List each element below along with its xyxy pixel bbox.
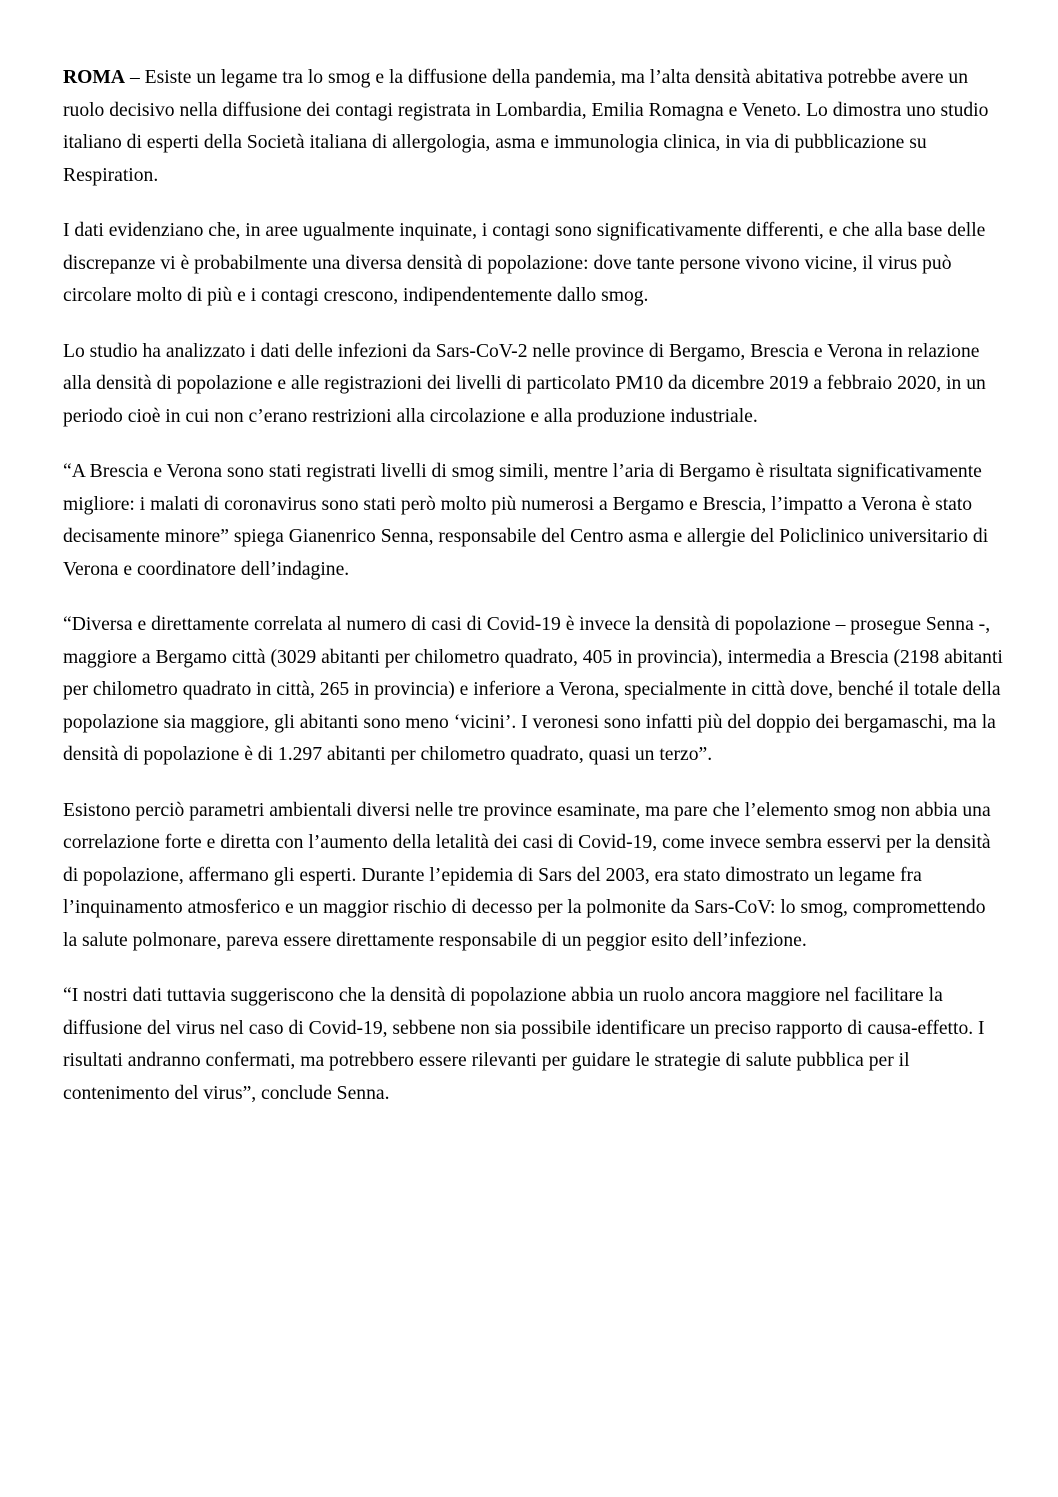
article-body xyxy=(63,62,1003,1133)
paragraph: “I nostri dati tuttavia suggeriscono che la densità di popolazione abbia un ruolo ancora maggiore nel facilitare la diffusione del virus nel caso di Covid-19, sebbene non sia possibile identificare un preciso rapporto di causa-effetto. I risultati andranno confermati, ma potrebbero essere rilevanti per guidare le strategie di salute pubblica per il contenimento del virus”, conclude Senna. xyxy=(63,985,985,1104)
paragraph: “Diversa e direttamente correlata al numero di casi di Covid-19 è invece la densità di popolazione – prosegue Senna -, maggiore a Bergamo città (3029 abitanti per chilometro quadrato, 405 in provincia), intermedia a Brescia (2198 abitanti per chilometro quadrato in città, 265 in provincia) e inferiore a Verona, specialmente in città dove, benché il totale della popolazione sia maggiore, gli abitanti sono meno ‘vicini’. I veronesi sono infatti più del doppio dei bergamaschi, ma la densità di popolazione è di 1.297 abitanti per chilometro quadrato, quasi un terzo”. xyxy=(63,614,1003,765)
paragraph: I dati evidenziano che, in aree ugualmente inquinate, i contagi sono significativamente differenti, e che alla base delle discrepanze vi è probabilmente una diversa densità di popolazione: dove tante persone vivono vicine, il virus può circolare molto di più e i contagi crescono, indipendentemente dallo smog. xyxy=(63,220,986,306)
paragraph: Esistono perciò parametri ambientali diversi nelle tre province esaminate, ma pare che l’elemento smog non abbia una correlazione forte e diretta con l’aumento della letalità dei casi di Covid-19, come invece sembra esservi per la densità di popolazione, affermano gli esperti. Durante l’epidemia di Sars del 2003, era stato dimostrato un legame fra l’inquinamento atmosferico e un maggior rischio di decesso per la polmonite da Sars-CoV: lo smog, compromettendo la salute polmonare, pareva essere direttamente responsabile di un peggior esito dell’infezione. xyxy=(63,799,991,951)
paragraph: Lo studio ha analizzato i dati delle infezioni da Sars-CoV-2 nelle province di Bergamo, Brescia e Verona in relazione alla densità di popolazione e alle registrazioni dei livelli di particolato PM10 da dicembre 2019 a febbraio 2020, in un periodo cioè in cui non c’erano restrizioni alla circolazione e alla produzione industriale. xyxy=(63,340,986,427)
lead-text: – Esiste un legame tra lo smog e la diffusione della pandemia, ma l’alta densità abitativa potrebbe avere un ruolo decisivo nella diffusione dei contagi registrata in Lombardia, Emilia Romagna e Veneto. Lo dimostra uno studio italiano di esperti della Società italiana di allergologia, asma e immunologia clinica, in via di pubblicazione su Respiration. xyxy=(63,67,989,186)
paragraph: “A Brescia e Verona sono stati registrati livelli di smog simili, mentre l’aria di Bergamo è risultata significativamente migliore: i malati di coronavirus sono stati però molto più numerosi a Bergamo e Brescia, l’impatto a Verona è stato decisamente minore” spiega Gianenrico Senna, responsabile del Centro asma e allergie del Policlinico universitario di Verona e coordinatore dell’indagine. xyxy=(63,461,989,580)
lead-paragraph xyxy=(63,62,1003,192)
dateline: ROMA xyxy=(63,67,126,88)
